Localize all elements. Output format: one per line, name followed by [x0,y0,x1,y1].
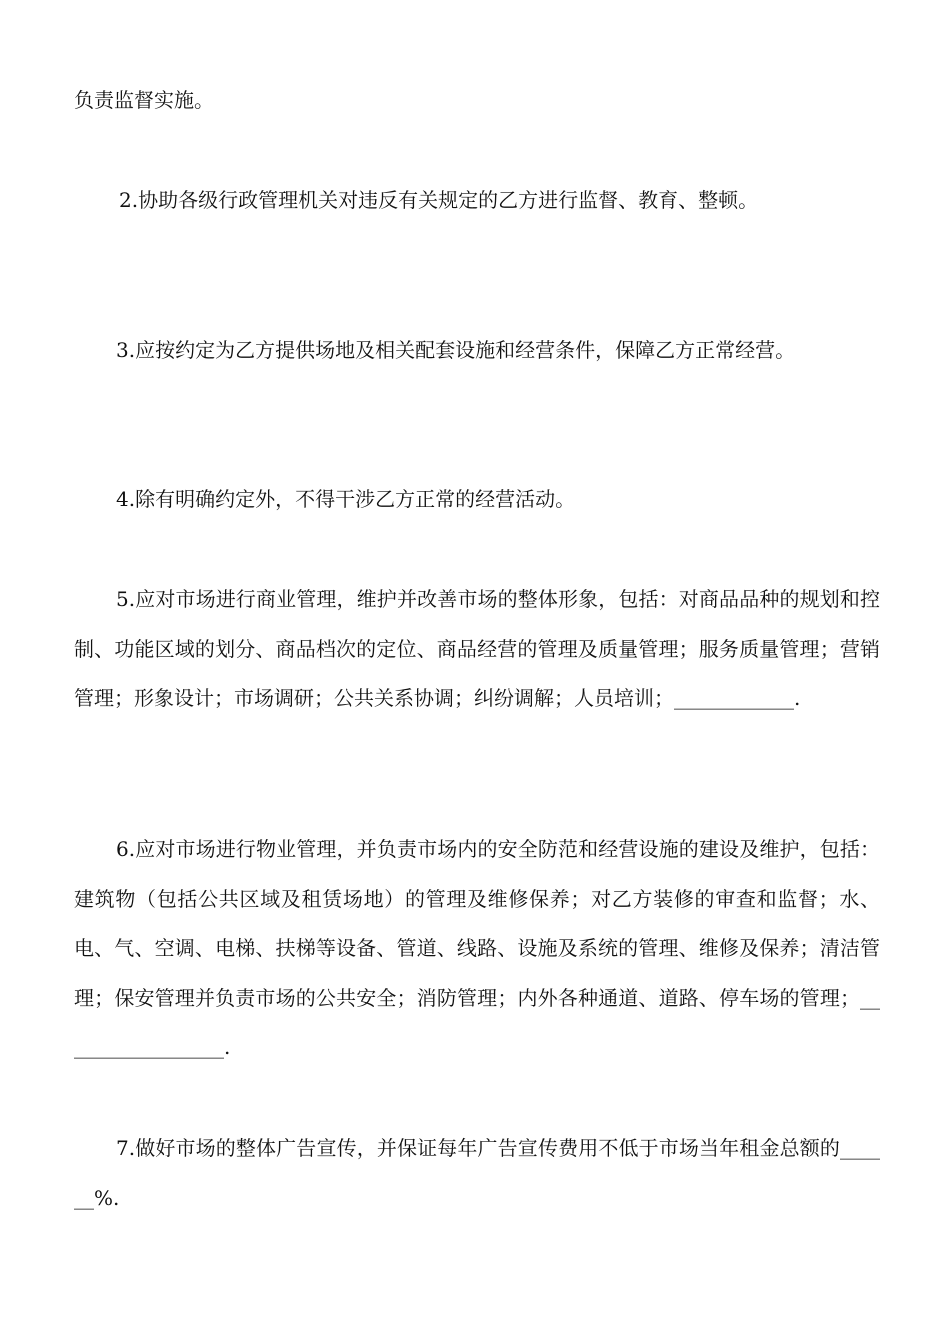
paragraph-item-7: 7.做好市场的整体广告宣传，并保证每年广告宣传费用不低于市场当年租金总额的______%. [74,1136,880,1210]
paragraph-item-5: 5.应对市场进行商业管理，维护并改善市场的整体形象，包括：对商品品种的规划和控制、功能区域的划分、商品档次的定位、商品经营的管理及质量管理；服务质量管理；营销管理；形象设计；市场调研；公共关系协调；纠纷调解；人员培训；____________. [74,587,880,710]
paragraph-continuation: 负责监督实施。 [74,88,214,112]
paragraph-item-2: 2.协助各级行政管理机关对违反有关规定的乙方进行监督、教育、整顿。 [119,188,759,212]
paragraph-item-4: 4.除有明确约定外，不得干涉乙方正常的经营活动。 [116,487,576,511]
paragraph-item-3: 3.应按约定为乙方提供场地及相关配套设施和经营条件，保障乙方正常经营。 [116,338,796,362]
paragraph-item-6: 6.应对市场进行物业管理，并负责市场内的安全防范和经营设施的建设及维护，包括：建筑物（包括公共区域及租赁场地）的管理及维修保养；对乙方装修的审查和监督；水、电、气、空调、电梯、扶梯等设备、管道、线路、设施及系统的管理、维修及保养；清洁管理；保安管理并负责市场的公共安全；消防管理；内外各种通道、道路、停车场的管理；_________________. [74,837,880,1059]
